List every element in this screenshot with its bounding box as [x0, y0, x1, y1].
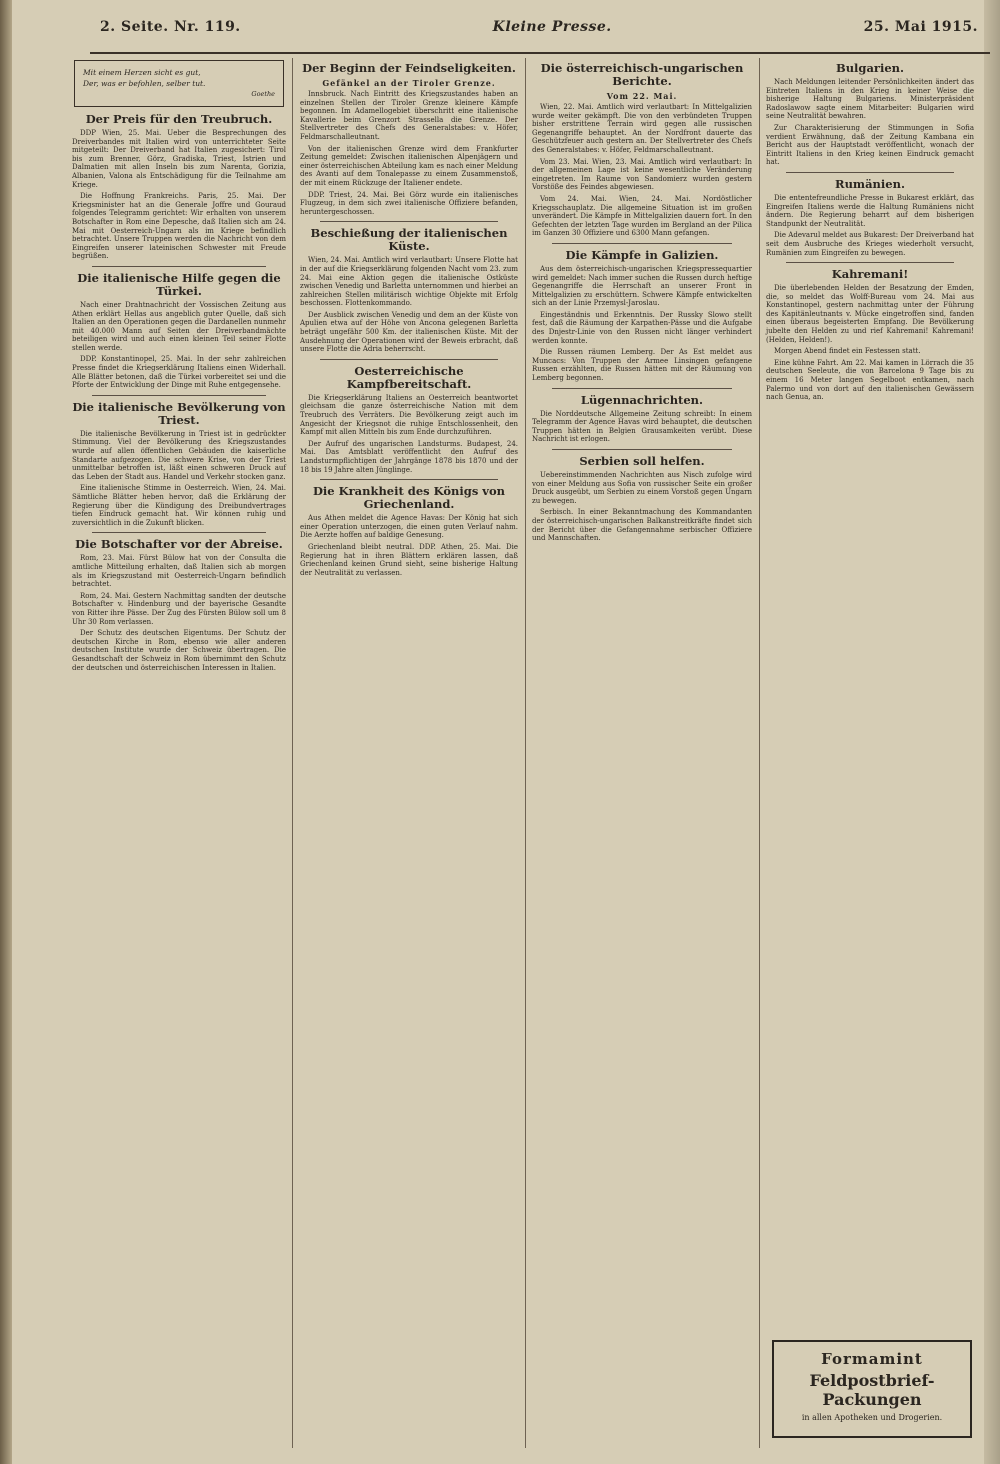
- article-paragraph: Die Norddeutsche Allgemeine Zeitung schreibt: In einem Telegramm der Agence Havas wird behauptet, die deutschen Truppen hätten in Belgien Grausamkeiten verübt. Diese Nachricht ist erlogen.: [532, 409, 752, 444]
- article-paragraph: Zur Charakterisierung der Stimmungen in Sofia verdient Erwähnung, daß der Zeitung Kambana ein Bericht aus der Hauptstadt veröffentlicht, wonach der Eintritt Italiens in den Krieg keinen Eindruck gemacht hat.: [766, 123, 974, 167]
- article-headline: Die italienische Hilfe gegen die Türkei.: [77, 270, 281, 298]
- article-paragraph: Die Adevarul meldet aus Bukarest: Der Dreiverband hat seit dem Ausbruche des Krieges wiederholt versucht, Rumänien zum Eingreifen zu bewegen.: [766, 231, 974, 257]
- page-header: [0, 0, 1000, 54]
- article-paragraph: Der Ausblick zwischen Venedig und dem an der Küste von Apulien etwa auf der Höhe von Ancona gelegenen Barletta beträgt ungefähr 500 Km. der italienischen Küste. Mit der Ausdehnung der Operationen wird der Beweis erbracht, daß unsere Flotte die Adria beherrscht.: [300, 310, 518, 354]
- article-paragraph: Innsbruck. Nach Eintritt des Kriegszustandes haben an einzelnen Stellen der Tiroler Grenze kleinere Kämpfe begonnen. Im Adamellogebiet überschritt eine italienische Kavallerie beim Grenzort Strassella die Grenze. Der Stellvertreter des Chefs des Generalstabes: v. Höfer, Feldmarschalleutnant.: [300, 90, 518, 141]
- issue-date: 25. Mai 1915.: [863, 19, 978, 35]
- article-paragraph: Wien, 24. Mai. Amtlich wird verlautbart: Unsere Flotte hat in der auf die Kriegserklärung folgenden Nacht vom 23. zum 24. Mai eine Aktion gegen die italienische Ostküste zwischen Venedig und Barletta unternommen und hierbei an zahlreichen Stellen militärisch wichtige Objekte mit Erfolg beschossen. Flottenkommando.: [300, 256, 518, 308]
- article-paragraph: Nach Meldungen leitender Persönlichkeiten ändert das Eintreten Italiens in den Krieg in keiner Weise die bisherige Haltung Bulgariens. Ministerpräsident Radoslawow sagte einem Mitarbeiter: Bulgarien wird seine Neutralität bewahren.: [766, 78, 974, 121]
- article-separator: [552, 449, 732, 450]
- binding-edge: [0, 0, 12, 1464]
- article-separator: [320, 479, 498, 480]
- article-headline: Rumänien.: [835, 176, 905, 191]
- page-edge: [984, 0, 1000, 1464]
- article-paragraph: Eine kühne Fahrt. Am 22. Mai kamen in Lörrach die 35 deutschen Seeleute, die von Barcelona 9 Tage bis zu einem 16 Meter langen Segelboot entkamen, nach Palermo und von dort auf den italienischen Gewässern nach Genua, an.: [766, 358, 974, 402]
- article-paragraph: Rom, 23. Mai. Fürst Bülow hat von der Consulta die amtliche Mitteilung erhalten, daß Italien sich ab morgen als im Kriegszustand mit Oesterreich-Ungarn befindlich betrachtet.: [72, 554, 286, 589]
- article-paragraph: Aus Athen meldet die Agence Havas: Der König hat sich einer Operation unterzogen, die einen guten Verlauf nahm. Die Aerzte hoffen auf baldige Genesung.: [300, 514, 518, 540]
- column-4: [762, 58, 978, 1448]
- column-2: [296, 58, 522, 1448]
- article-headline: Die Botschafter vor der Abreise.: [75, 537, 283, 552]
- article-headline: Serbien soll helfen.: [579, 454, 705, 468]
- column-1: [68, 58, 290, 1448]
- motto-line: Der, was er befohlen, selber tut.: [83, 79, 206, 88]
- article-paragraph: Wien, 22. Mai. Amtlich wird verlautbart: In Mittelgalizien wurde weiter gekämpft. Die von den verbündeten Truppen bisher erstrittene Terrain wird gegen alle russischen Gegenangriffe behauptet. An der Nordfront dauerte das Geschützfeuer auch gestern an. Der Stellvertreter des Chefs des Generalstabes: v. Höfer, Feldmarschalleutnant.: [532, 103, 752, 154]
- ad-brand: Formamint: [821, 1350, 923, 1368]
- article-headline: Die italienische Bevölkerung von Triest.: [72, 399, 286, 427]
- ad-note: in allen Apotheken und Drogerien.: [801, 1413, 943, 1422]
- article-paragraph: DDP. Konstantinopel, 25. Mai. In der sehr zahlreichen Presse findet die Kriegserklärung Italiens einen Widerhall. Alle Blätter betonen, daß die Türkei vorbereitet sei und die Pforte der Entwicklung der Dinge mit Ruhe entgegensehe.: [72, 355, 286, 390]
- article-headline: Lügennachrichten.: [580, 392, 704, 407]
- article-paragraph: Der Aufruf des ungarischen Landsturms. Budapest, 24. Mai. Das Amtsblatt veröffentlicht den Aufruf des Landsturmpflichtigen der Jahrgänge 1878 bis 1870 und der 18 bis 19 Jahre alten Jünglinge.: [300, 439, 518, 474]
- column-rule: [292, 58, 293, 1448]
- article-paragraph: Morgen Abend findet ein Festessen statt.: [774, 347, 921, 356]
- column-rule: [759, 58, 760, 1448]
- article-paragraph: Der Schutz des deutschen Eigentums. Der Schutz der deutschen Kirche in Rom, ebenso wie aller anderen deutschen Institute wurde der Schweiz übertragen. Die Gesandtschaft der Schweiz in Rom übernimmt den Schutz der deutschen und österreichischen Interessen in Italien.: [72, 629, 286, 672]
- article-paragraph: Uebereinstimmenden Nachrichten aus Nisch zufolge wird von einer Meldung aus Sofia von russischer Seite ein großer Druck ausgeübt, um Serbien zu einem Vorstoß gegen Ungarn zu bewegen.: [532, 471, 752, 505]
- motto-line: Mit einem Herzen sicht es gut,: [83, 68, 201, 77]
- article-paragraph: Die überlebenden Helden der Besatzung der Emden, die, so meldet das Wolff-Bureau vom 24. Mai aus Konstantinopel, gestern nachmittag unter der Führung des Kapitänleutnants v. Mücke eingetroffen sind, fanden einen überaus begeisterten Empfang. Die Bevölkerung jubelte den Helden zu und rief Kahremani! Kahremani! (Helden, Helden!).: [766, 284, 974, 344]
- article-headline: Die Krankheit des Königs von Griechenland.: [312, 484, 506, 512]
- article-paragraph: Die Hoffnung Frankreichs. Paris, 25. Mai. Der Kriegsminister hat an die Generale Joffre und Gouraud folgendes Telegramm gerichtet: Wir erhalten von unserem Botschafter in Rom eine Depesche, daß Italien sich am 24. Mai mit Oesterreich-Ungarn als im Kriege befindlich betrachtet. Unsere Truppen werden die Nachricht von dem Eingreifen unserer lateinischen Schwester mit Freude begrüßen.: [72, 192, 286, 261]
- article-separator: [320, 359, 498, 360]
- article-subheadline: Vom 22. Mai.: [606, 91, 678, 101]
- ad-product: Feldpostbrief-Packungen: [809, 1371, 935, 1409]
- article-headline: Bulgarien.: [835, 61, 905, 75]
- article-paragraph: Eine italienische Stimme in Oesterreich. Wien, 24. Mai. Sämtliche Blätter heben hervor, daß die Erklärung der Regierung über die Kündigung des Dreibundvertrages tiefen Eindruck gemacht hat. Wir können ruhig und zuversichtlich in die Zukunft blicken.: [72, 484, 286, 527]
- article-paragraph: Vom 24. Mai. Wien, 24. Mai. Nordöstlicher Kriegsschauplatz. Die allgemeine Situation ist im großen unverändert. Die Kämpfe in Mittelgalizien dauern fort. In den Gefechten der letzten Tage wurden im Bergland an der Pilica im Ganzen 30 Offiziere und 6300 Mann gefangen.: [532, 194, 752, 238]
- article-paragraph: Die Russen räumen Lemberg. Der As Est meldet aus Muncacs: Von Truppen der Armee Linsingen gefangene Russen erzählten, die Russen hätten mit der Räumung von Lemberg begonnen.: [532, 348, 752, 383]
- article-headline: Der Preis für den Treubruch.: [85, 112, 273, 126]
- column-rule: [525, 58, 526, 1448]
- article-separator: [552, 388, 732, 389]
- article-paragraph: Vom 23. Mai. Wien, 23. Mai. Amtlich wird verlautbart: In der allgemeinen Lage ist keine wesentliche Veränderung eingetreten. Im Raume von Sandomierz wurden gestern Vorstöße des Feindes abgewiesen.: [532, 157, 752, 192]
- article-separator: [92, 395, 266, 396]
- article-paragraph: Nach einer Drahtnachricht der Vossischen Zeitung aus Athen erklärt Hellas aus angeblich guter Quelle, daß sich Italien an den Operationen gegen die Dardanellen nunmehr mit 40.000 Mann auf Seiten der Dreiverbandmächte beteiligen wird und auch einen kleinen Teil seiner Flotte stellen werde.: [72, 300, 286, 352]
- motto-author: Goethe: [251, 90, 275, 98]
- article-paragraph: Aus dem österreichisch-ungarischen Kriegspressequartier wird gemeldet: Nach immer suchen die Russen durch heftige Gegenangriffe die Herrschaft an unserer Front in Mittelgalizien zu erschüttern. Schwere Kämpfe entwickelten sich an der Linie Przemysl-Jaroslau.: [532, 264, 752, 308]
- article-paragraph: Rom, 24. Mai. Gestern Nachmittag sandten der deutsche Botschafter v. Hindenburg und der bayerische Gesandte von Ritter ihre Pässe. Der Zug des Fürsten Bülow soll um 8 Uhr 30 Rom verlassen.: [72, 591, 286, 626]
- article-separator: [786, 262, 954, 263]
- article-paragraph: Die ententefreundliche Presse in Bukarest erklärt, das Eingreifen Italiens werde die Haltung Rumäniens nicht ändern. Die Regierung beharrt auf dem bisherigen Standpunkt der Neutralität.: [766, 193, 974, 228]
- article-subheadline: Gefänkel an der Tiroler Grenze.: [322, 78, 496, 88]
- article-separator: [786, 172, 954, 173]
- column-3: [528, 58, 756, 1448]
- article-separator: [320, 221, 498, 222]
- article-headline: Oesterreichische Kampfbereitschaft.: [346, 363, 472, 391]
- article-paragraph: Serbisch. In einer Bekanntmachung des Kommandanten der österreichisch-ungarischen Balkanstreitkräfte findet sich der Bericht über die Gefangennahme serbischer Offiziere und Mannschaften.: [532, 508, 752, 543]
- article-paragraph: DDP. Triest, 24. Mai. Bei Görz wurde ein italienisches Flugzeug, in dem sich zwei italienische Offiziere befanden, heruntergeschossen.: [300, 190, 518, 216]
- article-headline: Die österreichisch-ungarischen Berichte.: [540, 61, 744, 88]
- article-separator: [552, 243, 732, 244]
- article-paragraph: Eingeständnis und Erkenntnis. Der Russky Slowo stellt fest, daß die Räumung der Karpathen-Pässe und die Aufgabe des Dnjestr-Linie von den Russen nicht länger verhindert werden konnte.: [532, 310, 752, 345]
- article-paragraph: DDP Wien, 25. Mai. Ueber die Besprechungen des Dreiverbandes mit Italien wird von unterrichteter Seite mitgeteilt: Der Dreiverband hat Italien zugesichert: Tirol bis zum Brenner, Görz, Gradiska, Triest, Istrien und Dalmatien mit allen Inseln bis zum Narenta, Gorizia, Albanien, Valona als Entschädigung für die Teilnahme am Kriege.: [72, 129, 286, 189]
- article-headline: Der Beginn der Feindseligkeiten.: [302, 61, 516, 75]
- article-headline: Beschießung der italienischen Küste.: [310, 226, 508, 254]
- newspaper-title: Kleine Presse.: [492, 19, 612, 35]
- article-paragraph: Die italienische Bevölkerung in Triest ist in gedrückter Stimmung. Viel der Bevölkerung des Kriegszustandes wurde auf allen öffentlichen Gebäuden die kaiserliche Standarte aufgezogen. Die schwere Krise, von der Triest unmittelbar betroffen ist, läßt einen schweren Druck auf das Leben der Stadt aus. Handel und Verkehr stocken ganz.: [72, 429, 286, 481]
- motto-box: [74, 60, 284, 107]
- article-separator: [92, 266, 266, 267]
- article-headline: Die Kämpfe in Galizien.: [565, 247, 719, 262]
- article-paragraph: Die Kriegserklärung Italiens an Oesterreich beantwortet gleichsam die ganze österreichische Nation mit dem Treubruch des Verräters. Die Bevölkerung zeigt auch im Angesicht der Kriegsnot die ruhige Entschlossenheit, den Kampf mit allen Mitteln bis zum Ende durchzuführen.: [300, 393, 518, 437]
- article-headline: Kahremani!: [831, 267, 909, 282]
- article-paragraph: Griechenland bleibt neutral. DDP. Athen, 25. Mai. Die Regierung hat in ihren Blättern erklären lassen, daß Griechenland keinen Grund sieht, seine bisherige Haltung der Neutralität zu verlassen.: [300, 542, 518, 577]
- header-rule: [90, 52, 990, 54]
- article-separator: [92, 532, 266, 533]
- article-paragraph: Von der italienischen Grenze wird dem Frankfurter Zeitung gemeldet: Zwischen italienischen Alpenjägern und einer österreichischen Abteilung kam es nach einer Meldung des Avanti auf dem Tonalepasse zu einem Zusammenstoß, der mit einem Rückzuge der Italiener endete.: [300, 144, 518, 187]
- advertisement: [772, 1340, 972, 1438]
- page-number: 2. Seite. Nr. 119.: [100, 19, 241, 35]
